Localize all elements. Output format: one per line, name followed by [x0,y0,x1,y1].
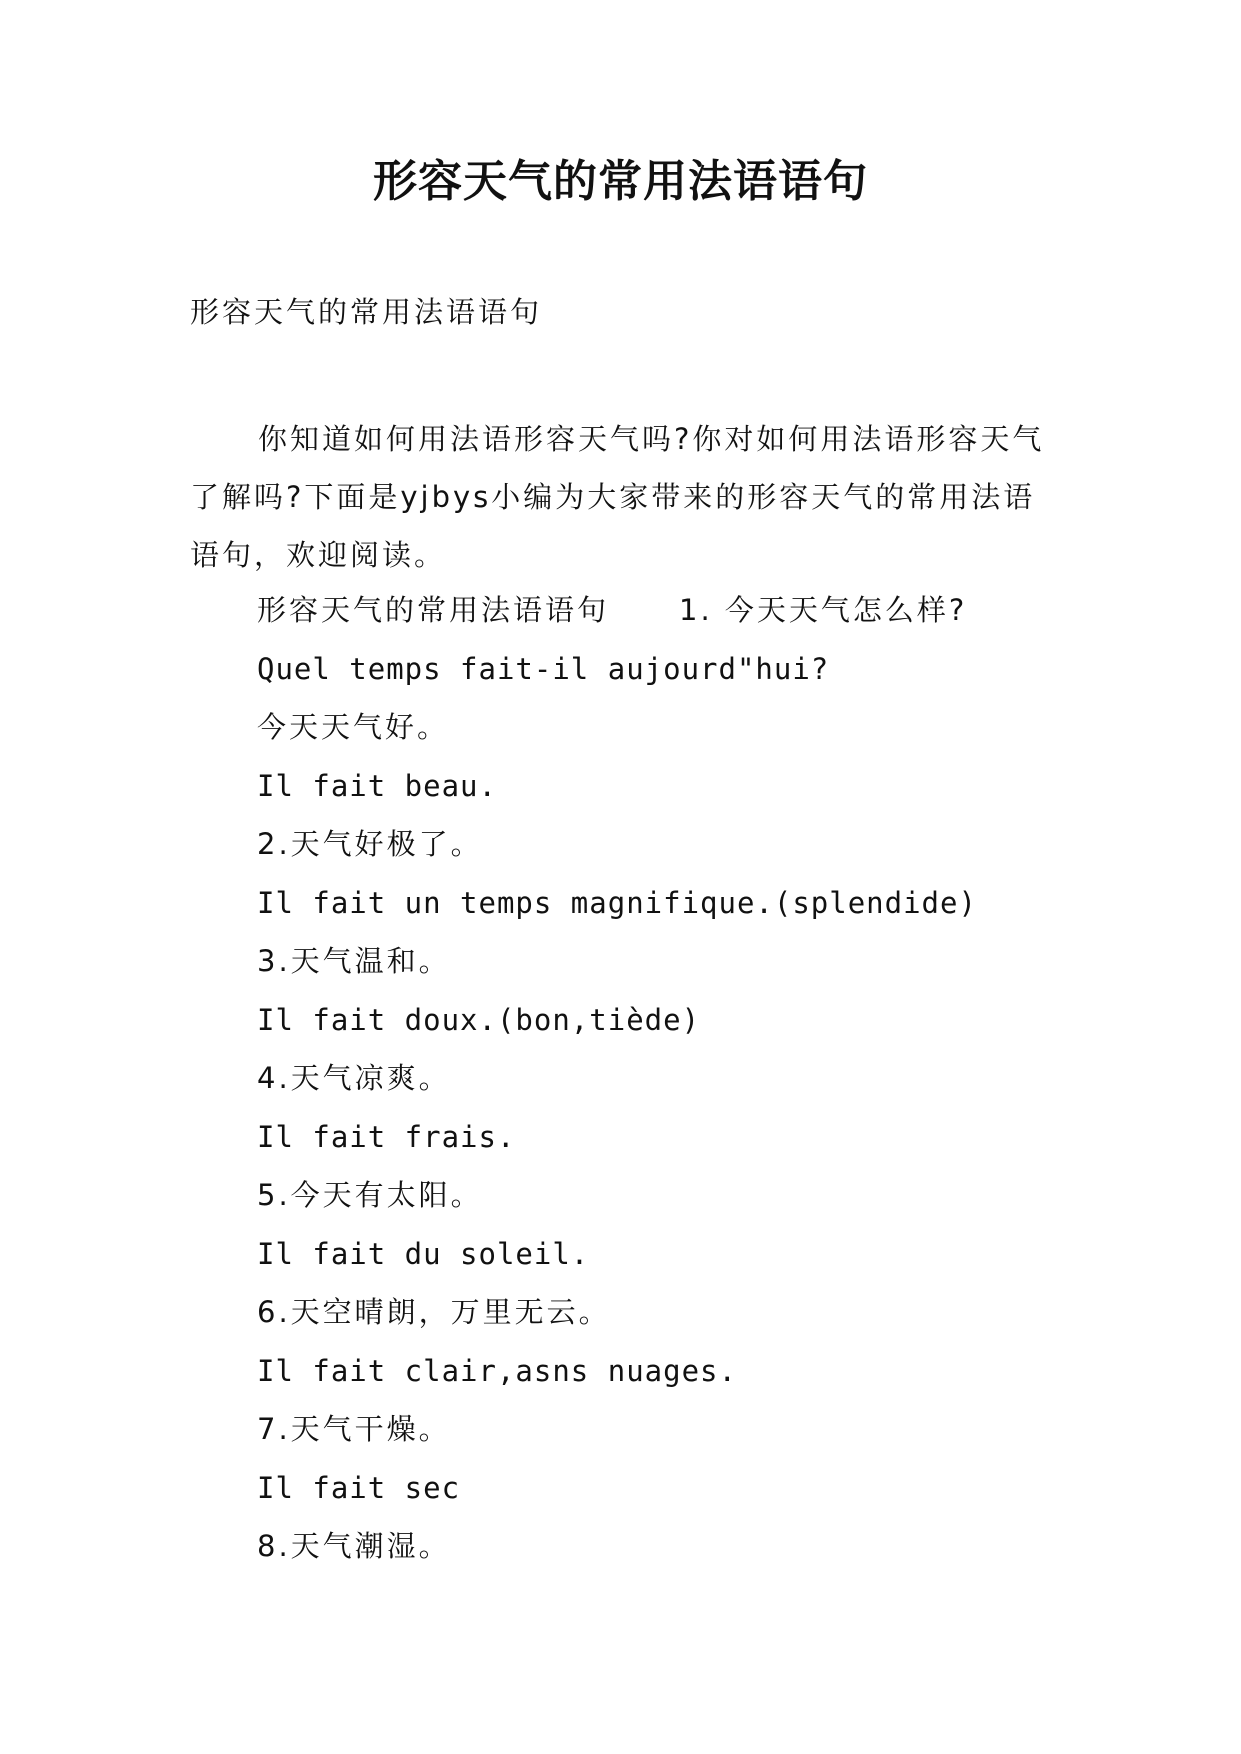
phrase-line-french: Quel temps fait-il aujourd"hui? [257,651,830,686]
first-item: 1. 今天天气怎么样? [679,593,968,627]
phrase-line-french: Il fait sec [257,1470,461,1505]
phrase-line-french: Il fait un temps magnifique.(splendide) [257,885,977,920]
section-heading-line [257,581,1157,640]
phrase-line-chinese: 4.天气凉爽。 [257,1061,451,1095]
document-subtitle: 形容天气的常用法语语句 [190,295,543,329]
phrase-line-chinese: 2.天气好极了。 [257,827,483,861]
phrase-line-chinese: 3.天气温和。 [257,944,451,978]
phrase-line-french: Il fait du soleil. [257,1236,590,1271]
phrase-line-french: Il fait beau. [257,768,497,803]
phrase-list [257,581,1157,1576]
intro-paragraph: 你知道如何用法语形容天气吗?你对如何用法语形容天气了解吗?下面是yjbys小编为大家带来的形容天气的常用法语语句，欢迎阅读。 [190,422,1045,572]
section-heading: 形容天气的常用法语语句 [257,593,610,627]
phrase-line-french: Il fait clair,asns nuages. [257,1353,737,1388]
phrase-line-chinese: 7.天气干燥。 [257,1412,451,1446]
document-title: 形容天气的常用法语语句 [373,156,868,207]
phrase-line-french: Il fait doux.(bon,tiède) [257,1002,701,1037]
phrase-line-chinese: 6.天空晴朗，万里无云。 [257,1295,611,1329]
phrase-line-chinese: 8.天气潮湿。 [257,1529,451,1563]
phrase-line-french: Il fait frais. [257,1119,516,1154]
phrase-line-chinese: 今天天气好。 [257,710,450,744]
phrase-line-chinese: 5.今天有太阳。 [257,1178,483,1212]
